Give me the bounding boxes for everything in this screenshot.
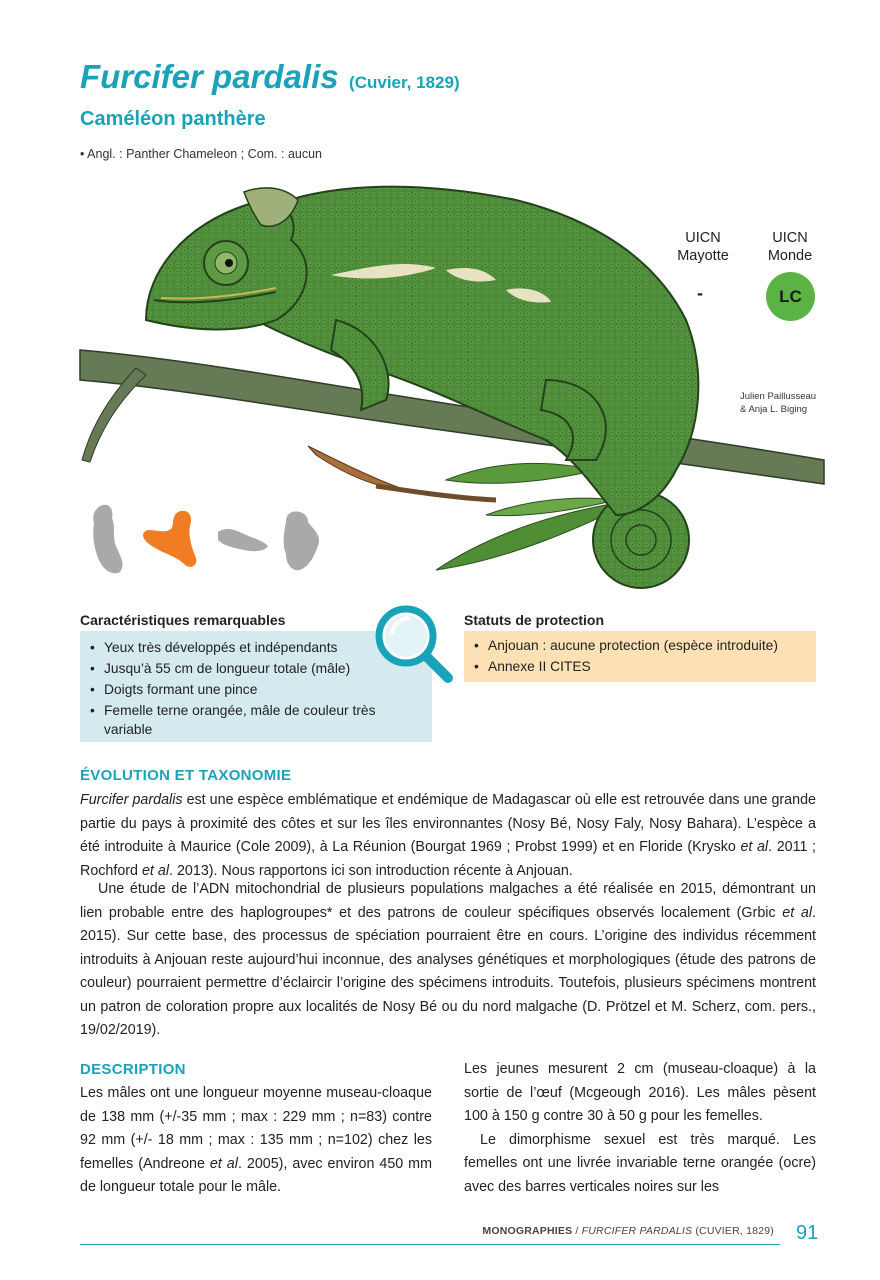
uicn-mayotte-value: - — [697, 283, 703, 303]
uicn-mayotte-label — [672, 229, 734, 265]
credit-line2: & Anja L. Biging — [740, 404, 808, 415]
caracteristiques-heading: Caractéristiques remarquables — [80, 612, 286, 628]
island-grande-comore-map — [284, 511, 319, 570]
text-run: . 2015). Sur cette base, des processus de spéciation pourraient être en cours. L’origine des individus récemment introduits à Anjouan reste aujourd’hui inconnue, des analyses génétiques et morphologiques (étude des patrons de couleur) pourraient permettre d’éclaircir l’origine des spécimens introduits. Toutefois, plusieurs spécimens montrent un patron de coloration propre aux localités de Nosy Bé ou du nord malgache (D. Prötzel et M. Scherz, com. pers., 19/02/2019). — [80, 904, 816, 1038]
uicn-mayotte-line1: UICN — [685, 230, 721, 246]
description-heading: DESCRIPTION — [80, 1061, 186, 1078]
et-al: et al — [141, 862, 170, 879]
running-footer — [482, 1225, 774, 1237]
description-right-paragraph-2: Le dimorphisme sexuel est très marqué. Les femelles ont une livrée invariable terne orangée (ocre) avec des barres verticales noires sur les — [464, 1131, 816, 1195]
list-item: • Annexe II CITES — [474, 657, 806, 676]
text-run: est une espèce emblématique et endémique de Madagascar où elle est retrouvée dans une grande partie du pays à proximité des côtes et sur les îles environnantes (Nosy Bé, Nosy Faly, Nosy Bahara). L’espèce a été introduite à Maurice (Cole 2009), à La Réunion (Bourgat 1969 ; Probst 1999) et en Floride (Krysko — [80, 792, 816, 855]
text-run: . 2013). Nous rapportons ici son introduction récente à Anjouan. — [169, 862, 573, 879]
species-authority: (Cuvier, 1829) — [349, 73, 460, 92]
island-mayotte-map — [93, 505, 122, 574]
description-left-column — [80, 1082, 432, 1200]
protection-box — [464, 631, 816, 682]
uicn-mayotte-line2: Mayotte — [677, 248, 729, 264]
leaf — [446, 463, 596, 483]
evolution-heading: ÉVOLUTION ET TAXONOMIE — [80, 767, 292, 784]
illustration-credit — [740, 390, 816, 416]
text-run: . 2011 ; Rochford — [80, 839, 816, 879]
uicn-monde-label — [759, 229, 821, 265]
text-run: Une étude de l’ADN mitochondrial de plusieurs populations malgaches a été réalisée en 2015, démontrant un lien probable entre des haplogroupes* et des patrons de couleur spécifiques observés localement (Grbic — [80, 881, 816, 921]
dried-leaf — [308, 446, 406, 490]
text-run: Les mâles ont une longueur moyenne museau-cloaque de 138 mm (+/-35 mm ; max : 229 mm ; n=83) contre 92 mm (+/- 18 mm ; max : 135 mm ; n=102) chez les femelles (Andreone — [80, 1085, 432, 1172]
footer-species: FURCIFER PARDALIS — [581, 1225, 693, 1237]
description-right-paragraph-1: Les jeunes mesurent 2 cm (museau-cloaque) à la sortie de l’œuf (Mcgeough 2016). Les mâles pèsent 100 à 150 g contre 30 à 50 g pour les femelles. — [464, 1061, 816, 1124]
list-item: • Femelle terne orangée, mâle de couleur très variable — [90, 701, 422, 739]
footer-authority: (CUVIER, 1829) — [692, 1225, 774, 1237]
et-al: et al — [209, 1155, 238, 1172]
description-right-column — [464, 1058, 816, 1199]
uicn-monde-line2: Monde — [767, 248, 813, 264]
magnifier-icon — [372, 602, 456, 686]
footer-separator: / — [572, 1225, 582, 1237]
page-number: 91 — [796, 1222, 819, 1244]
list-item: • Anjouan : aucune protection (espèce introduite) — [474, 636, 806, 655]
et-al: et al — [740, 839, 769, 855]
et-al: et al — [782, 904, 813, 921]
evolution-paragraph-2 — [80, 878, 816, 1043]
scientific-name: Furcifer pardalis — [80, 58, 339, 95]
list-item: • Yeux très développés et indépendants — [90, 638, 422, 657]
text-run: . 2005), avec environ 450 mm de longueur totale pour le mâle. — [80, 1155, 432, 1195]
distribution-maps — [86, 500, 336, 580]
footer-section: MONOGRAPHIES — [482, 1225, 573, 1237]
evolution-paragraph-1 — [80, 789, 816, 883]
island-anjouan-map — [143, 511, 196, 567]
credit-line1: Julien Paillusseau — [740, 391, 817, 402]
species-name-inline: Furcifer pardalis — [80, 792, 183, 808]
uicn-monde-badge: LC — [766, 272, 815, 321]
species-title — [80, 58, 460, 96]
common-name: Caméléon panthère — [80, 108, 266, 130]
list-item: • Doigts formant une pince — [90, 680, 422, 699]
protection-heading: Statuts de protection — [464, 612, 605, 628]
island-moheli-map — [218, 529, 268, 551]
list-item: • Jusqu’à 55 cm de longueur totale (mâle) — [90, 659, 422, 678]
other-names: • Angl. : Panther Chameleon ; Com. : aucun — [80, 147, 323, 161]
footer-rule — [80, 1244, 780, 1245]
uicn-monde-line1: UICN — [772, 230, 808, 246]
